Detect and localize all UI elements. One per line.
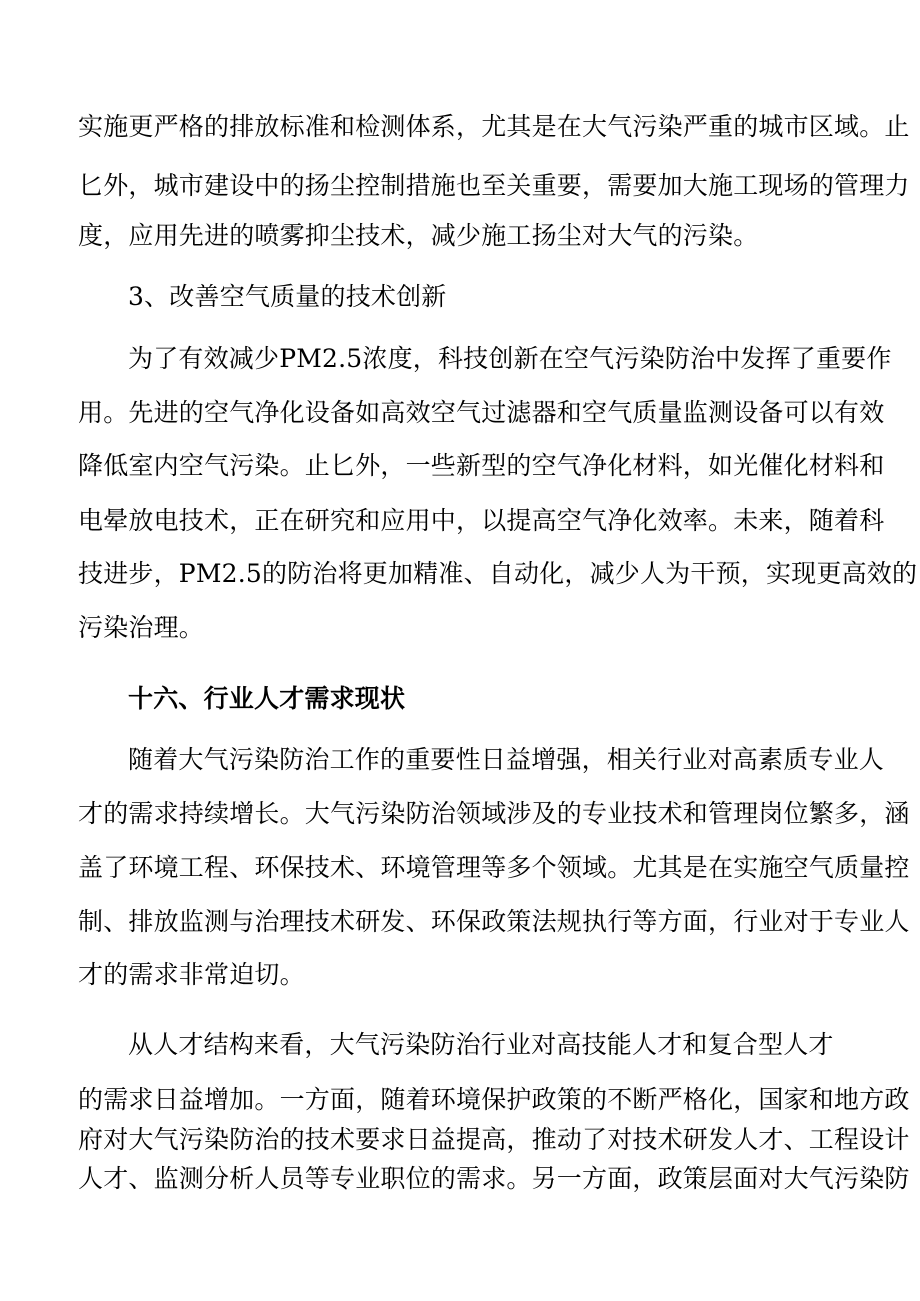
paragraph-line: 随着大气污染防治工作的重要性日益增强，相关行业对高素质专业人 (128, 745, 885, 774)
section-heading: 十六、行业人才需求现状 (128, 684, 406, 713)
paragraph-line: 府对大气污染防治的技术要求日益提高，推动了对技术研发人才、工程设计 (78, 1125, 910, 1154)
paragraph-line: 污染治理。 (78, 613, 205, 642)
paragraph-line: 才的需求非常迫切。 (78, 960, 305, 989)
paragraph-line: 盖了环境工程、环保技术、环境管理等多个领域。尤其是在实施空气质量控 (78, 853, 910, 882)
paragraph-line: 电晕放电技术，正在研究和应用中，以提高空气净化效率。未来，随着科 (78, 506, 885, 535)
paragraph-line: 匕外，城市建设中的扬尘控制措施也至关重要，需要加大施工现场的管理力 (78, 171, 910, 200)
paragraph-line: 度，应用先进的喷雾抑尘技术，减少施工扬尘对大气的污染。 (78, 221, 759, 250)
paragraph-line: 从人才结构来看，大气污染防治行业对高技能人才和复合型人才 (128, 1030, 834, 1059)
paragraph-line: 制、排放监测与治理技术研发、环保政策法规执行等方面，行业对于专业人 (78, 907, 910, 936)
paragraph-line: 用。先进的空气净化设备如高效空气过滤器和空气质量监测设备可以有效 (78, 398, 885, 427)
paragraph-line: 人才、监测分析人员等专业职位的需求。另一方面，政策层面对大气污染防 (78, 1164, 910, 1193)
paragraph-line: 的需求日益增加。一方面，随着环境保护政策的不断严格化，国家和地方政 (78, 1085, 910, 1114)
section-subheading: 3、改善空气质量的技术创新 (128, 282, 447, 311)
paragraph-line: 降低室内空气污染。止匕外，一些新型的空气净化材料，如光催化材料和 (78, 451, 885, 480)
paragraph-line: 实施更严格的排放标准和检测体系，尤其是在大气污染严重的城市区域。止 (78, 112, 910, 141)
paragraph-line: 才的需求持续增长。大气污染防治领域涉及的专业技术和管理岗位繁多，涵 (78, 799, 910, 828)
paragraph-line: 为了有效减少PM2.5浓度，科技创新在空气污染防治中发挥了重要作 (128, 344, 892, 373)
paragraph-line: 技进步，PM2.5的防治将更加精准、自动化，减少人为干预，实现更高效的 (78, 559, 918, 588)
